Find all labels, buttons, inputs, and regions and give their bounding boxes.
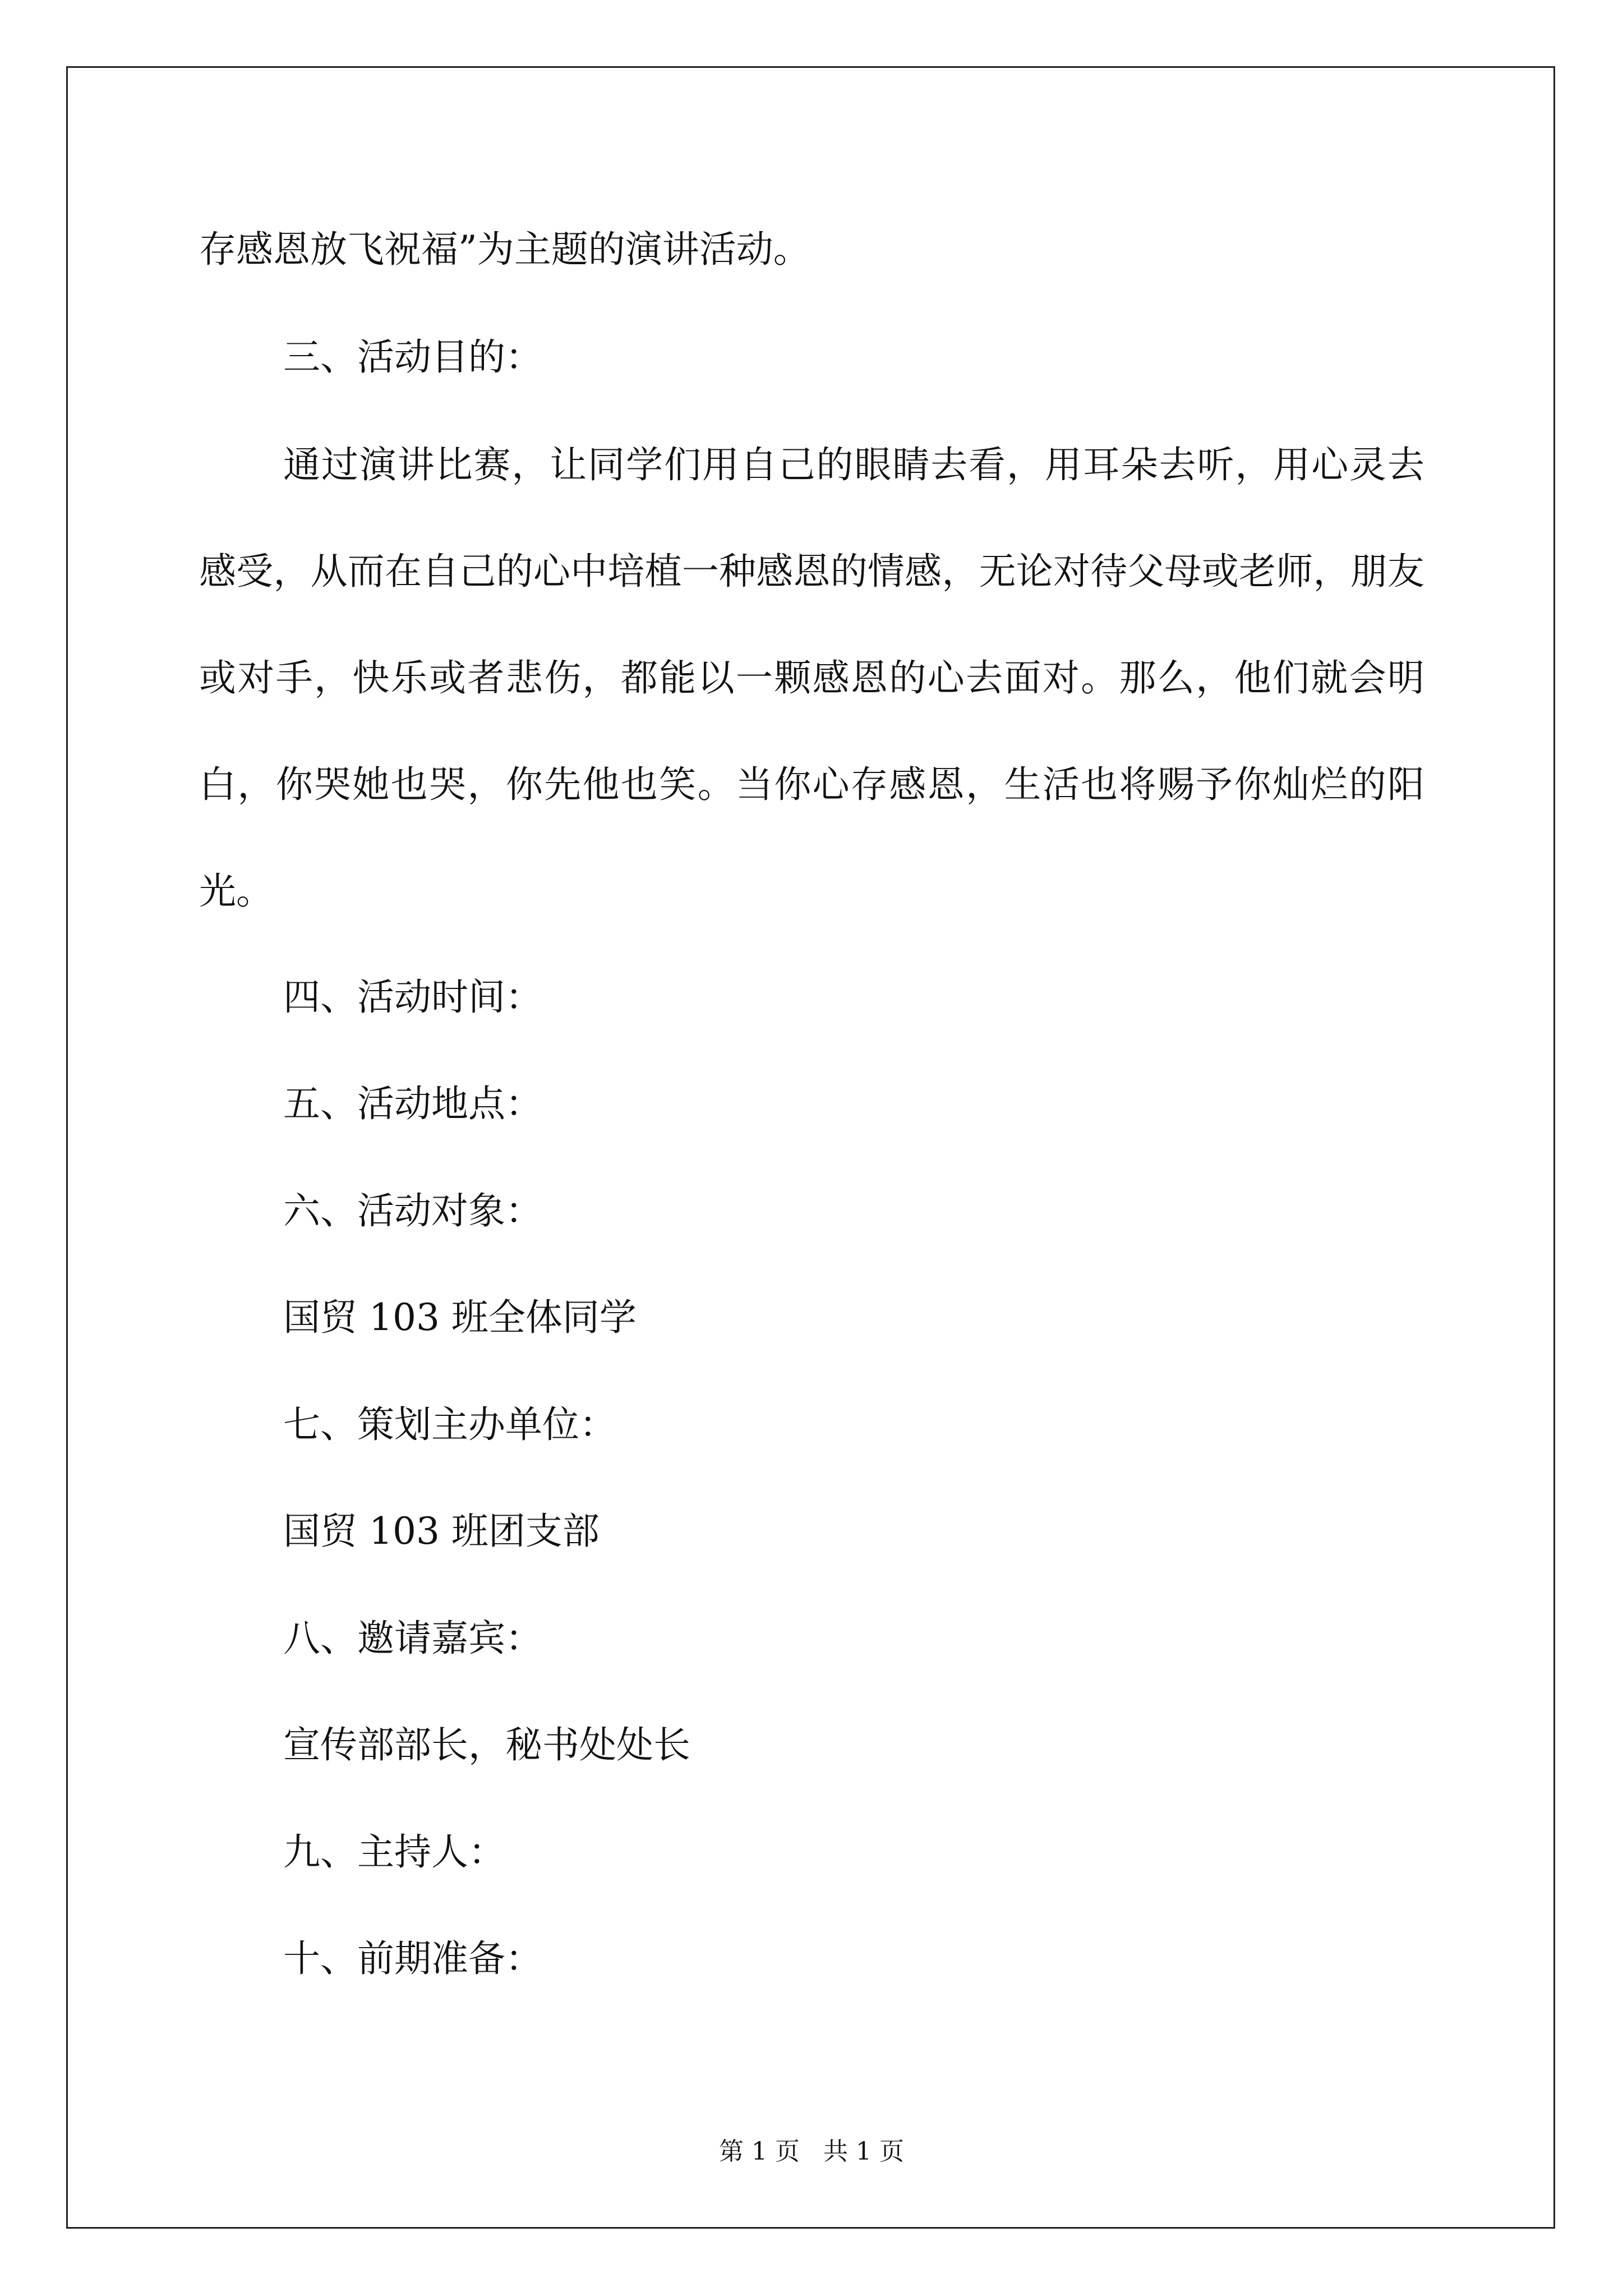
text-activity-target: 国贸 103 班全体同学 [283, 1296, 637, 1339]
heading-activity-target: 六、活动对象： [283, 1189, 542, 1232]
heading-organizer: 七、策划主办单位： [283, 1403, 616, 1446]
heading-activity-purpose: 三、活动目的： [283, 335, 542, 379]
paragraph-purpose: 通过演讲比赛，让同学们用自己的眼睛去看，用耳朵去听，用心灵去感受，从而在自己的心中培植一种感恩的情感，无论对待父母或老师，朋友或对手，快乐或者悲伤，都能以一颗感恩的心去面对。那么，他们就会明白，你哭她也哭，你先他也笑。当你心存感恩，生活也将赐予你灿烂的阳光。 [199, 443, 1424, 913]
heading-activity-time: 四、活动时间： [283, 976, 542, 1019]
page-footer-number: 第 1 页 共 1 页 [719, 2137, 904, 2166]
heading-host: 九、主持人： [283, 1830, 505, 1874]
heading-activity-location: 五、活动地点： [283, 1082, 542, 1125]
heading-invited-guests: 八、邀请嘉宾： [283, 1617, 542, 1660]
heading-preparation: 十、前期准备： [283, 1937, 542, 1980]
text-organizer: 国贸 103 班团支部 [283, 1510, 600, 1553]
text-invited-guests: 宣传部部长，秘书处处长 [283, 1723, 690, 1766]
paragraph-continuation: 存感恩放飞祝福”为主题的演讲活动。 [199, 228, 810, 271]
